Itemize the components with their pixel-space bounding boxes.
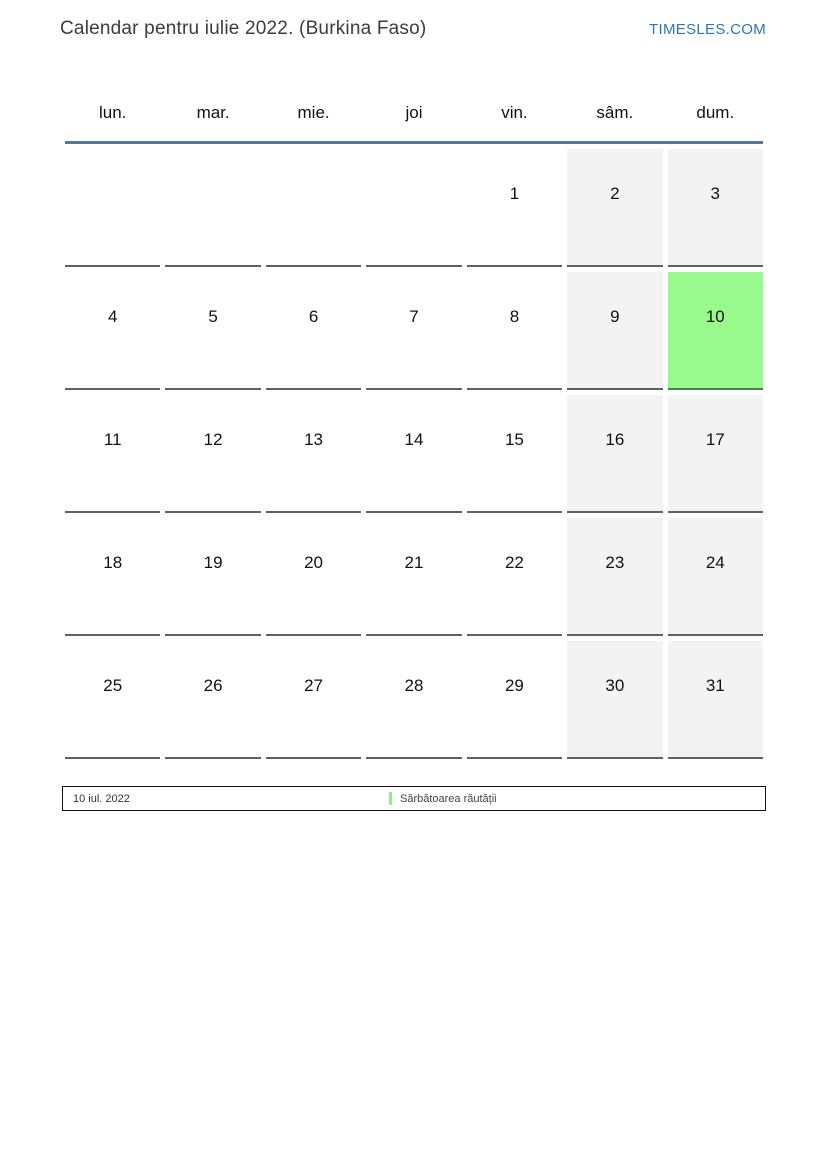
day-number: 6 xyxy=(308,307,319,326)
day-number: 13 xyxy=(304,430,324,449)
day-number: 5 xyxy=(208,307,218,326)
page-header xyxy=(60,18,766,40)
calendar-cell-3 xyxy=(668,149,763,267)
day-number: 22 xyxy=(504,553,524,572)
calendar-cell-9 xyxy=(567,272,662,390)
calendar xyxy=(65,85,763,759)
day-number: 12 xyxy=(203,430,223,449)
day-number xyxy=(165,149,260,185)
day-number: 2 xyxy=(610,184,620,203)
calendar-cell-29 xyxy=(467,641,562,759)
day-number: 4 xyxy=(107,307,118,326)
weekday-header-dum: dum. xyxy=(696,103,735,122)
weekday-header-lun: lun. xyxy=(99,103,127,122)
calendar-cell-11 xyxy=(65,395,160,513)
day-number: 28 xyxy=(404,676,424,695)
calendar-cell-17 xyxy=(668,395,763,513)
day-number: 18 xyxy=(103,553,123,572)
calendar-cell-24 xyxy=(668,518,763,636)
day-number: 17 xyxy=(705,430,725,449)
day-number: 8 xyxy=(509,307,520,326)
calendar-cell-16 xyxy=(567,395,662,513)
calendar-cell-31 xyxy=(668,641,763,759)
calendar-cell-12 xyxy=(165,395,260,513)
calendar-cell-22 xyxy=(467,518,562,636)
legend-event-label: Sărbătoarea răutății xyxy=(400,792,497,805)
day-number: 27 xyxy=(304,676,324,695)
week-row xyxy=(65,149,763,267)
weekday-header-sâm: sâm. xyxy=(596,103,634,122)
week-row xyxy=(65,395,763,513)
day-number: 16 xyxy=(605,430,625,449)
calendar-cell-4 xyxy=(65,272,160,390)
day-number: 10 xyxy=(705,307,725,326)
calendar-cell-1 xyxy=(467,149,562,267)
calendar-cell-30 xyxy=(567,641,662,759)
calendar-cell-21 xyxy=(366,518,461,636)
legend-event xyxy=(389,792,497,805)
calendar-cell-15 xyxy=(467,395,562,513)
calendar-cell-10 xyxy=(668,272,763,390)
legend-box xyxy=(62,786,766,811)
day-number: 9 xyxy=(610,307,620,326)
calendar-cell-14 xyxy=(366,395,461,513)
day-number: 26 xyxy=(203,676,223,695)
calendar-cell-23 xyxy=(567,518,662,636)
day-number xyxy=(65,149,160,185)
calendar-cell-6 xyxy=(266,272,361,390)
day-number: 7 xyxy=(409,307,419,326)
calendar-cell-5 xyxy=(165,272,260,390)
day-number: 20 xyxy=(304,553,324,572)
day-number: 31 xyxy=(705,676,725,695)
calendar-cell-empty xyxy=(266,149,361,267)
weekday-header-vin: vin. xyxy=(501,103,528,122)
day-number: 14 xyxy=(404,430,424,449)
site-link[interactable]: TIMESLES.COM xyxy=(649,20,766,38)
weekday-header-mie: mie. xyxy=(297,103,330,122)
day-number: 11 xyxy=(103,430,122,449)
calendar-cell-empty xyxy=(65,149,160,267)
calendar-cell-13 xyxy=(266,395,361,513)
calendar-cell-2 xyxy=(567,149,662,267)
day-number: 30 xyxy=(605,676,625,695)
calendar-cell-28 xyxy=(366,641,461,759)
week-row xyxy=(65,272,763,390)
day-number: 1 xyxy=(509,184,520,203)
calendar-cell-20 xyxy=(266,518,361,636)
calendar-cell-8 xyxy=(467,272,562,390)
calendar-cell-7 xyxy=(366,272,461,390)
day-number: 29 xyxy=(504,676,524,695)
calendar-cell-27 xyxy=(266,641,361,759)
calendar-cell-19 xyxy=(165,518,260,636)
calendar-cell-18 xyxy=(65,518,160,636)
legend-date: 10 iul. 2022 xyxy=(73,792,130,805)
holiday-marker-icon xyxy=(389,792,392,805)
calendar-cell-empty xyxy=(366,149,461,267)
weekday-header-mar: mar. xyxy=(196,103,230,122)
week-row xyxy=(65,641,763,759)
day-number: 21 xyxy=(404,553,424,572)
day-number: 24 xyxy=(705,553,725,572)
weekday-row xyxy=(65,85,763,144)
calendar-cell-empty xyxy=(165,149,260,267)
calendar-grid xyxy=(65,149,763,759)
day-number xyxy=(266,149,361,185)
day-number: 23 xyxy=(605,553,625,572)
day-number: 19 xyxy=(203,553,223,572)
week-row xyxy=(65,518,763,636)
calendar-cell-25 xyxy=(65,641,160,759)
weekday-header-joi: joi xyxy=(405,103,423,122)
day-number: 25 xyxy=(103,676,123,695)
day-number: 3 xyxy=(710,184,721,203)
calendar-cell-26 xyxy=(165,641,260,759)
day-number: 15 xyxy=(504,430,524,449)
day-number xyxy=(366,149,461,185)
page-title: Calendar pentru iulie 2022. (Burkina Faso) xyxy=(60,18,427,39)
